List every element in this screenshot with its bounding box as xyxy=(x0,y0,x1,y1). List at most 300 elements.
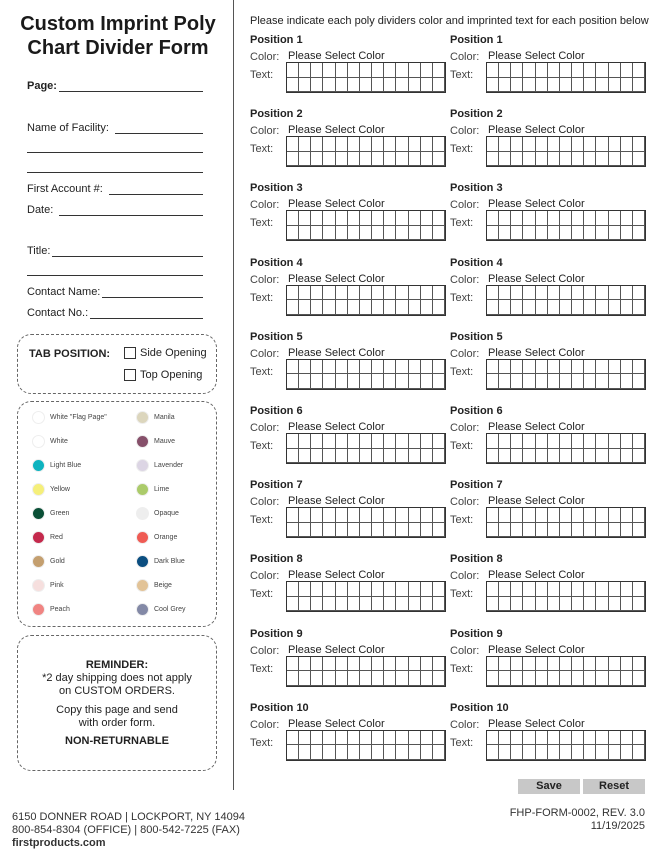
text-cell[interactable] xyxy=(499,78,511,93)
text-cell[interactable] xyxy=(396,745,408,760)
text-cell[interactable] xyxy=(584,657,596,672)
text-cell[interactable] xyxy=(409,523,421,538)
text-cell[interactable] xyxy=(421,300,433,315)
text-cell[interactable] xyxy=(499,374,511,389)
text-cell[interactable] xyxy=(348,731,360,746)
text-cell[interactable] xyxy=(384,508,396,523)
text-cell[interactable] xyxy=(287,360,299,375)
text-cell[interactable] xyxy=(523,226,535,241)
text-cell[interactable] xyxy=(596,226,608,241)
text-cell[interactable] xyxy=(348,63,360,78)
text-cell[interactable] xyxy=(360,434,372,449)
text-cell[interactable] xyxy=(572,449,584,464)
text-cell[interactable] xyxy=(499,508,511,523)
text-cell[interactable] xyxy=(409,137,421,152)
color-select[interactable]: Please Select Color xyxy=(288,717,385,730)
text-cell[interactable] xyxy=(572,374,584,389)
date-field[interactable] xyxy=(27,202,203,216)
text-cell[interactable] xyxy=(433,523,445,538)
top-opening-checkbox[interactable] xyxy=(124,369,202,381)
imprint-text-grid[interactable] xyxy=(486,730,646,761)
text-cell[interactable] xyxy=(487,300,499,315)
text-cell[interactable] xyxy=(572,360,584,375)
text-cell[interactable] xyxy=(360,731,372,746)
text-cell[interactable] xyxy=(421,508,433,523)
text-cell[interactable] xyxy=(360,360,372,375)
text-cell[interactable] xyxy=(396,597,408,612)
text-cell[interactable] xyxy=(433,731,445,746)
text-cell[interactable] xyxy=(360,286,372,301)
text-cell[interactable] xyxy=(560,211,572,226)
text-cell[interactable] xyxy=(360,78,372,93)
text-cell[interactable] xyxy=(372,582,384,597)
text-cell[interactable] xyxy=(421,360,433,375)
title-field[interactable] xyxy=(27,243,203,257)
text-cell[interactable] xyxy=(421,434,433,449)
text-cell[interactable] xyxy=(633,582,645,597)
text-cell[interactable] xyxy=(487,152,499,167)
text-cell[interactable] xyxy=(311,582,323,597)
text-cell[interactable] xyxy=(609,63,621,78)
text-cell[interactable] xyxy=(299,226,311,241)
text-cell[interactable] xyxy=(311,211,323,226)
text-cell[interactable] xyxy=(323,300,335,315)
text-cell[interactable] xyxy=(360,449,372,464)
text-cell[interactable] xyxy=(396,657,408,672)
text-cell[interactable] xyxy=(633,597,645,612)
text-cell[interactable] xyxy=(511,671,523,686)
text-cell[interactable] xyxy=(299,63,311,78)
text-cell[interactable] xyxy=(433,226,445,241)
text-cell[interactable] xyxy=(584,152,596,167)
text-cell[interactable] xyxy=(609,508,621,523)
text-cell[interactable] xyxy=(560,226,572,241)
text-cell[interactable] xyxy=(299,745,311,760)
text-cell[interactable] xyxy=(433,286,445,301)
text-cell[interactable] xyxy=(621,374,633,389)
title-line-2[interactable] xyxy=(27,275,203,276)
facility-field[interactable] xyxy=(27,120,203,134)
text-cell[interactable] xyxy=(560,78,572,93)
text-cell[interactable] xyxy=(287,434,299,449)
text-cell[interactable] xyxy=(311,63,323,78)
text-cell[interactable] xyxy=(633,360,645,375)
text-cell[interactable] xyxy=(621,286,633,301)
text-cell[interactable] xyxy=(560,434,572,449)
text-cell[interactable] xyxy=(433,300,445,315)
text-cell[interactable] xyxy=(487,286,499,301)
text-cell[interactable] xyxy=(348,523,360,538)
text-cell[interactable] xyxy=(360,597,372,612)
text-cell[interactable] xyxy=(548,286,560,301)
facility-line-2[interactable] xyxy=(27,152,203,153)
text-cell[interactable] xyxy=(621,137,633,152)
text-cell[interactable] xyxy=(584,137,596,152)
text-cell[interactable] xyxy=(372,523,384,538)
text-cell[interactable] xyxy=(596,657,608,672)
imprint-text-grid[interactable] xyxy=(286,359,446,390)
text-cell[interactable] xyxy=(633,63,645,78)
text-cell[interactable] xyxy=(609,78,621,93)
imprint-text-grid[interactable] xyxy=(286,730,446,761)
text-cell[interactable] xyxy=(572,211,584,226)
text-cell[interactable] xyxy=(548,300,560,315)
text-cell[interactable] xyxy=(348,226,360,241)
text-cell[interactable] xyxy=(421,286,433,301)
text-cell[interactable] xyxy=(560,137,572,152)
text-cell[interactable] xyxy=(287,374,299,389)
text-cell[interactable] xyxy=(560,449,572,464)
color-select[interactable]: Please Select Color xyxy=(288,346,385,359)
text-cell[interactable] xyxy=(409,286,421,301)
text-cell[interactable] xyxy=(633,523,645,538)
text-cell[interactable] xyxy=(421,374,433,389)
text-cell[interactable] xyxy=(536,657,548,672)
text-cell[interactable] xyxy=(596,152,608,167)
text-cell[interactable] xyxy=(633,671,645,686)
text-cell[interactable] xyxy=(572,657,584,672)
text-cell[interactable] xyxy=(372,597,384,612)
text-cell[interactable] xyxy=(596,300,608,315)
text-cell[interactable] xyxy=(523,152,535,167)
text-cell[interactable] xyxy=(633,300,645,315)
text-cell[interactable] xyxy=(621,582,633,597)
text-cell[interactable] xyxy=(572,152,584,167)
text-cell[interactable] xyxy=(323,137,335,152)
text-cell[interactable] xyxy=(299,597,311,612)
text-cell[interactable] xyxy=(396,508,408,523)
text-cell[interactable] xyxy=(287,731,299,746)
text-cell[interactable] xyxy=(348,508,360,523)
text-cell[interactable] xyxy=(433,63,445,78)
text-cell[interactable] xyxy=(548,508,560,523)
text-cell[interactable] xyxy=(336,523,348,538)
text-cell[interactable] xyxy=(609,449,621,464)
text-cell[interactable] xyxy=(487,671,499,686)
text-cell[interactable] xyxy=(596,597,608,612)
text-cell[interactable] xyxy=(584,226,596,241)
text-cell[interactable] xyxy=(572,434,584,449)
text-cell[interactable] xyxy=(348,671,360,686)
text-cell[interactable] xyxy=(596,78,608,93)
text-cell[interactable] xyxy=(548,523,560,538)
text-cell[interactable] xyxy=(348,449,360,464)
text-cell[interactable] xyxy=(348,360,360,375)
text-cell[interactable] xyxy=(336,152,348,167)
text-cell[interactable] xyxy=(584,360,596,375)
text-cell[interactable] xyxy=(621,671,633,686)
text-cell[interactable] xyxy=(323,449,335,464)
text-cell[interactable] xyxy=(396,523,408,538)
text-cell[interactable] xyxy=(409,671,421,686)
text-cell[interactable] xyxy=(299,152,311,167)
text-cell[interactable] xyxy=(287,508,299,523)
text-cell[interactable] xyxy=(523,286,535,301)
text-cell[interactable] xyxy=(433,597,445,612)
text-cell[interactable] xyxy=(536,63,548,78)
text-cell[interactable] xyxy=(336,300,348,315)
text-cell[interactable] xyxy=(372,671,384,686)
color-select[interactable]: Please Select Color xyxy=(488,421,585,433)
text-cell[interactable] xyxy=(287,582,299,597)
text-cell[interactable] xyxy=(311,152,323,167)
text-cell[interactable] xyxy=(572,137,584,152)
text-cell[interactable] xyxy=(360,745,372,760)
text-cell[interactable] xyxy=(523,78,535,93)
text-cell[interactable] xyxy=(511,360,523,375)
imprint-text-grid[interactable] xyxy=(286,62,446,93)
text-cell[interactable] xyxy=(609,671,621,686)
text-cell[interactable] xyxy=(336,597,348,612)
text-cell[interactable] xyxy=(523,63,535,78)
text-cell[interactable] xyxy=(409,152,421,167)
text-cell[interactable] xyxy=(396,449,408,464)
text-cell[interactable] xyxy=(336,63,348,78)
text-cell[interactable] xyxy=(584,374,596,389)
text-cell[interactable] xyxy=(384,63,396,78)
text-cell[interactable] xyxy=(560,597,572,612)
text-cell[interactable] xyxy=(433,152,445,167)
text-cell[interactable] xyxy=(560,300,572,315)
text-cell[interactable] xyxy=(311,508,323,523)
text-cell[interactable] xyxy=(499,449,511,464)
text-cell[interactable] xyxy=(336,582,348,597)
imprint-text-grid[interactable] xyxy=(486,507,646,538)
color-select[interactable]: Please Select Color xyxy=(488,198,585,211)
text-cell[interactable] xyxy=(372,508,384,523)
text-cell[interactable] xyxy=(372,286,384,301)
text-cell[interactable] xyxy=(584,211,596,226)
text-cell[interactable] xyxy=(560,63,572,78)
text-cell[interactable] xyxy=(336,78,348,93)
text-cell[interactable] xyxy=(621,731,633,746)
imprint-text-grid[interactable] xyxy=(286,507,446,538)
text-cell[interactable] xyxy=(584,508,596,523)
text-cell[interactable] xyxy=(609,597,621,612)
text-cell[interactable] xyxy=(348,137,360,152)
text-cell[interactable] xyxy=(523,657,535,672)
text-cell[interactable] xyxy=(609,745,621,760)
text-cell[interactable] xyxy=(323,597,335,612)
text-cell[interactable] xyxy=(396,63,408,78)
text-cell[interactable] xyxy=(372,300,384,315)
color-select[interactable]: Please Select Color xyxy=(288,50,385,62)
text-cell[interactable] xyxy=(633,286,645,301)
text-cell[interactable] xyxy=(372,360,384,375)
text-cell[interactable] xyxy=(548,211,560,226)
text-cell[interactable] xyxy=(596,671,608,686)
text-cell[interactable] xyxy=(433,582,445,597)
text-cell[interactable] xyxy=(287,671,299,686)
text-cell[interactable] xyxy=(633,731,645,746)
color-select[interactable]: Please Select Color xyxy=(288,643,385,656)
text-cell[interactable] xyxy=(409,63,421,78)
text-cell[interactable] xyxy=(360,226,372,241)
text-cell[interactable] xyxy=(396,434,408,449)
text-cell[interactable] xyxy=(609,226,621,241)
text-cell[interactable] xyxy=(584,523,596,538)
text-cell[interactable] xyxy=(499,300,511,315)
text-cell[interactable] xyxy=(433,374,445,389)
text-cell[interactable] xyxy=(336,374,348,389)
text-cell[interactable] xyxy=(548,449,560,464)
text-cell[interactable] xyxy=(409,78,421,93)
text-cell[interactable] xyxy=(372,745,384,760)
text-cell[interactable] xyxy=(323,434,335,449)
text-cell[interactable] xyxy=(433,78,445,93)
text-cell[interactable] xyxy=(536,226,548,241)
text-cell[interactable] xyxy=(372,226,384,241)
text-cell[interactable] xyxy=(633,211,645,226)
text-cell[interactable] xyxy=(409,300,421,315)
text-cell[interactable] xyxy=(384,657,396,672)
text-cell[interactable] xyxy=(348,434,360,449)
text-cell[interactable] xyxy=(384,597,396,612)
text-cell[interactable] xyxy=(348,657,360,672)
text-cell[interactable] xyxy=(360,657,372,672)
text-cell[interactable] xyxy=(584,745,596,760)
text-cell[interactable] xyxy=(560,657,572,672)
text-cell[interactable] xyxy=(511,523,523,538)
text-cell[interactable] xyxy=(311,671,323,686)
text-cell[interactable] xyxy=(287,523,299,538)
text-cell[interactable] xyxy=(487,745,499,760)
text-cell[interactable] xyxy=(511,211,523,226)
text-cell[interactable] xyxy=(596,523,608,538)
text-cell[interactable] xyxy=(633,657,645,672)
text-cell[interactable] xyxy=(323,152,335,167)
text-cell[interactable] xyxy=(409,508,421,523)
text-cell[interactable] xyxy=(548,657,560,672)
text-cell[interactable] xyxy=(299,523,311,538)
color-select[interactable]: Please Select Color xyxy=(488,643,585,656)
text-cell[interactable] xyxy=(421,78,433,93)
text-cell[interactable] xyxy=(609,211,621,226)
text-cell[interactable] xyxy=(633,449,645,464)
text-cell[interactable] xyxy=(372,211,384,226)
text-cell[interactable] xyxy=(287,597,299,612)
text-cell[interactable] xyxy=(384,731,396,746)
text-cell[interactable] xyxy=(421,671,433,686)
text-cell[interactable] xyxy=(572,582,584,597)
text-cell[interactable] xyxy=(299,449,311,464)
text-cell[interactable] xyxy=(287,63,299,78)
text-cell[interactable] xyxy=(621,300,633,315)
text-cell[interactable] xyxy=(584,449,596,464)
text-cell[interactable] xyxy=(384,449,396,464)
text-cell[interactable] xyxy=(487,226,499,241)
text-cell[interactable] xyxy=(348,152,360,167)
text-cell[interactable] xyxy=(572,300,584,315)
text-cell[interactable] xyxy=(323,286,335,301)
text-cell[interactable] xyxy=(621,226,633,241)
text-cell[interactable] xyxy=(360,211,372,226)
text-cell[interactable] xyxy=(596,582,608,597)
text-cell[interactable] xyxy=(396,226,408,241)
text-cell[interactable] xyxy=(621,523,633,538)
text-cell[interactable] xyxy=(336,286,348,301)
text-cell[interactable] xyxy=(633,374,645,389)
text-cell[interactable] xyxy=(499,745,511,760)
text-cell[interactable] xyxy=(560,582,572,597)
text-cell[interactable] xyxy=(584,78,596,93)
text-cell[interactable] xyxy=(499,657,511,672)
text-cell[interactable] xyxy=(499,152,511,167)
text-cell[interactable] xyxy=(287,211,299,226)
text-cell[interactable] xyxy=(572,226,584,241)
text-cell[interactable] xyxy=(536,78,548,93)
text-cell[interactable] xyxy=(421,597,433,612)
text-cell[interactable] xyxy=(409,434,421,449)
text-cell[interactable] xyxy=(621,360,633,375)
text-cell[interactable] xyxy=(487,449,499,464)
text-cell[interactable] xyxy=(433,360,445,375)
text-cell[interactable] xyxy=(396,152,408,167)
text-cell[interactable] xyxy=(372,63,384,78)
text-cell[interactable] xyxy=(523,731,535,746)
text-cell[interactable] xyxy=(409,211,421,226)
text-cell[interactable] xyxy=(536,211,548,226)
text-cell[interactable] xyxy=(384,286,396,301)
text-cell[interactable] xyxy=(311,286,323,301)
text-cell[interactable] xyxy=(396,671,408,686)
imprint-text-grid[interactable] xyxy=(486,136,646,167)
text-cell[interactable] xyxy=(499,63,511,78)
text-cell[interactable] xyxy=(384,745,396,760)
text-cell[interactable] xyxy=(499,137,511,152)
text-cell[interactable] xyxy=(299,300,311,315)
text-cell[interactable] xyxy=(536,523,548,538)
text-cell[interactable] xyxy=(621,211,633,226)
imprint-text-grid[interactable] xyxy=(286,433,446,464)
text-cell[interactable] xyxy=(311,745,323,760)
text-cell[interactable] xyxy=(511,582,523,597)
text-cell[interactable] xyxy=(348,300,360,315)
color-select[interactable]: Please Select Color xyxy=(288,272,385,285)
text-cell[interactable] xyxy=(499,671,511,686)
text-cell[interactable] xyxy=(633,745,645,760)
text-cell[interactable] xyxy=(299,211,311,226)
text-cell[interactable] xyxy=(421,152,433,167)
text-cell[interactable] xyxy=(609,300,621,315)
text-cell[interactable] xyxy=(548,226,560,241)
imprint-text-grid[interactable] xyxy=(286,210,446,241)
text-cell[interactable] xyxy=(511,300,523,315)
text-cell[interactable] xyxy=(336,360,348,375)
text-cell[interactable] xyxy=(287,300,299,315)
text-cell[interactable] xyxy=(311,657,323,672)
color-select[interactable]: Please Select Color xyxy=(488,50,585,62)
text-cell[interactable] xyxy=(433,449,445,464)
text-cell[interactable] xyxy=(409,731,421,746)
text-cell[interactable] xyxy=(433,657,445,672)
text-cell[interactable] xyxy=(499,211,511,226)
text-cell[interactable] xyxy=(433,745,445,760)
text-cell[interactable] xyxy=(433,211,445,226)
text-cell[interactable] xyxy=(348,374,360,389)
text-cell[interactable] xyxy=(409,582,421,597)
text-cell[interactable] xyxy=(299,286,311,301)
imprint-text-grid[interactable] xyxy=(486,656,646,687)
text-cell[interactable] xyxy=(348,597,360,612)
text-cell[interactable] xyxy=(311,731,323,746)
text-cell[interactable] xyxy=(421,449,433,464)
text-cell[interactable] xyxy=(299,671,311,686)
text-cell[interactable] xyxy=(487,597,499,612)
text-cell[interactable] xyxy=(299,360,311,375)
text-cell[interactable] xyxy=(584,434,596,449)
text-cell[interactable] xyxy=(323,731,335,746)
